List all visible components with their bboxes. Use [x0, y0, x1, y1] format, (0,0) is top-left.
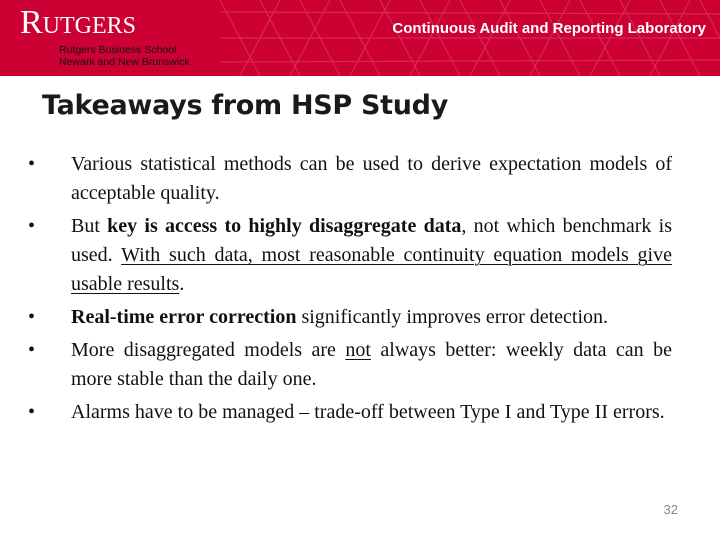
lab-title: Continuous Audit and Reporting Laboratory	[392, 20, 706, 37]
bullet-text: Various statistical methods can be used to derive expectation models of acceptable quality.	[71, 153, 672, 204]
logo-line-2: Newark and New Brunswick	[59, 56, 190, 68]
bullet-text: .	[179, 273, 185, 295]
bullet-item-5	[28, 398, 672, 427]
bullet-underlined-text: not	[345, 339, 371, 361]
logo-line-1: Rutgers Business School	[59, 44, 177, 56]
slide-title: Takeaways from HSP Study	[42, 90, 449, 121]
bullet-underlined-text: With such data, most reasonable continuity equation models give usable results	[71, 244, 672, 295]
bullet-text: But	[71, 215, 108, 237]
bullet-item-2	[28, 212, 672, 299]
bullet-bold-text: Real-time error correction	[71, 306, 297, 328]
rutgers-logo: Rutgers	[20, 4, 137, 41]
bullet-list	[28, 150, 672, 431]
bullet-text: More disaggregated models are	[71, 339, 346, 361]
bullet-item-3	[28, 303, 672, 332]
page-number: 32	[663, 502, 678, 517]
bullet-text: , not which benchmark is used.	[71, 215, 673, 266]
bullet-text: always better: weekly data can be more stable than the daily one.	[71, 339, 672, 390]
bullet-item-1	[28, 150, 672, 208]
logo-subtitle	[59, 44, 190, 68]
bullet-text: significantly improves error detection.	[296, 306, 609, 328]
header-banner	[0, 0, 720, 76]
bullet-bold-text: key is access to highly disaggregate data	[107, 215, 462, 237]
bullet-item-4	[28, 336, 672, 394]
bullet-text: Alarms have to be managed – trade-off between Type I and Type II errors.	[71, 401, 665, 423]
